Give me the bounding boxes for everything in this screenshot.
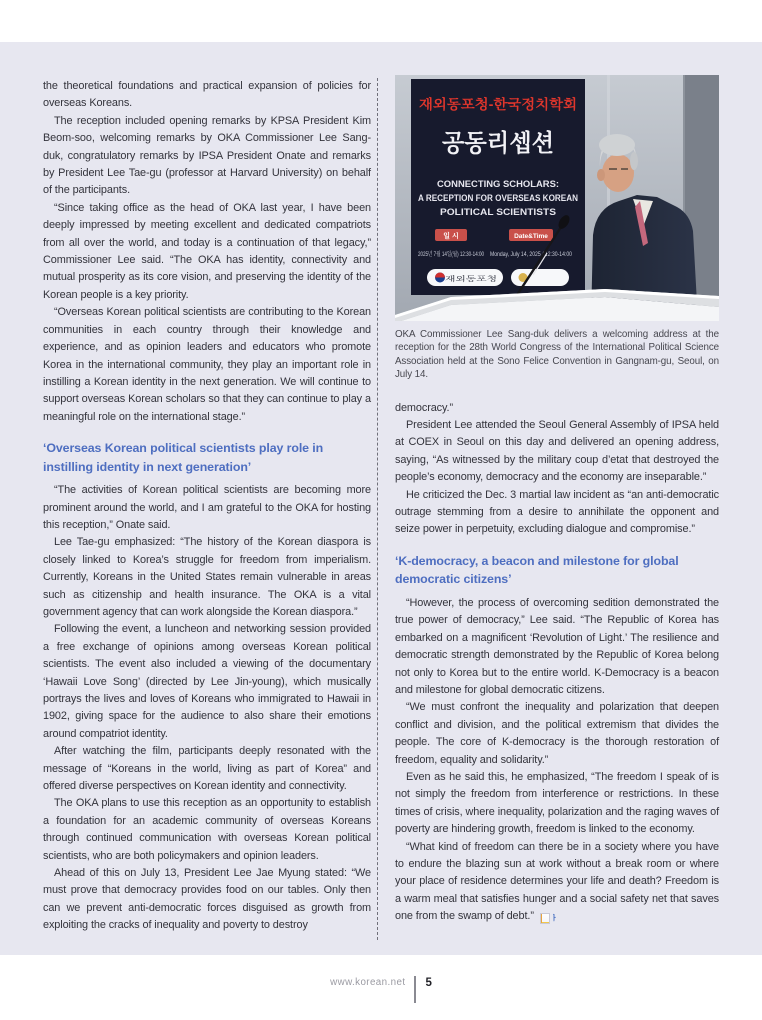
page-number: 5 <box>425 976 432 989</box>
organizer-logos <box>427 269 569 286</box>
banner-date-english: Monday, July 14, 2025 / 12:30-14:00 <box>490 252 573 258</box>
footer-divider <box>414 976 416 1003</box>
paragraph: Lee Tae-gu emphasized: “The history of the Korean diaspora is closely linked to Korea’s struggle for freedom from imperialism. Currently, Koreans in the United States remain vulnerable in areas such as citizenship and health insurance. The OKA is a vital government agency that can work alongside the Korean diaspora.” <box>43 536 371 618</box>
banner-badge-right: Date&Time <box>514 233 548 240</box>
right-column-text <box>395 400 719 926</box>
paragraph: Following the event, a luncheon and networking session provided a free exchange of opinions among overseas Korean political scientists. The event also included a viewing of the documentary ‘Hawaii Love Song’ (directed by Lee Jin-young), which musically portrays the lives and loves of Koreans who immigrated to Hawaii in 1902, giving space for the audience to also share their emotions around compatriot identity. <box>43 623 371 740</box>
banner-en-line1: CONNECTING SCHOLARS: <box>437 179 560 189</box>
site-url: www.korean.net <box>330 977 406 988</box>
banner-subtitle-korean: 공동리셉션 <box>442 130 558 157</box>
section-heading: ‘Overseas Korean political scientists play role in instilling identity in next generation’ <box>43 441 324 474</box>
paragraph: “Overseas Korean political scientists are contributing to the Korean communities in each country through their knowledge and experience, and as opinion leaders and educators who promote Korea in the international community, they play an important role in instilling a Korean identity in the next generation. We will continue to support overseas Korean scholars so that they can continue to play a meaningful role on the international stage.” <box>43 306 371 423</box>
paragraph: Even as he said this, he emphasized, “The freedom I speak of is not simply the freedom from interference or restrictions. In these times of crisis, where inequality, polarization and the raging waves of poverty are hindering growth, freedom is linked to the economy. <box>395 770 719 836</box>
column-divider <box>377 78 378 940</box>
banner-date-korean: 2025년 7월 14일(월) 12:30-14:00 <box>418 252 506 258</box>
event-banner <box>411 79 585 295</box>
paragraph: democracy.” <box>395 401 454 414</box>
paragraph: “However, the process of overcoming sedition demonstrated the true power of democracy,” Lee said. “The Republic of Korea has embarked on a magnificent ‘Revolution of Light.’ The resilience and democratic strength demonstrated by the Republic of Korea belong not only to Korea but to the entire world. K-Democracy is a beacon and milestone for global democratic citizens. <box>395 596 719 696</box>
logo-text-oka: 재외동포청 <box>445 276 479 283</box>
paragraph: President Lee attended the Seoul General Assembly of IPSA held at COEX in Seoul on this day and delivered an opening address, saying, “As witnessed by the military coup d’etat that destroyed the people’s economy, democracy and the economy are inseparable.” <box>395 419 719 484</box>
paragraph: He criticized the Dec. 3 martial law incident as “an anti-democratic outrage stemming from a desire to annihilate the opponent and seize power in perpetuity, excluding dialogue and compromise.” <box>395 488 719 536</box>
paragraph: Ahead of this on July 13, President Lee Jae Myung stated: “We must prove that democracy provides food on our tables. Only then can we prevent anti-democratic forces disguised as growth from exploiting the cracks of inequality and poverty to destroy <box>43 867 371 932</box>
paragraph: “The activities of Korean political scientists are becoming more prominent around the world, and I am grateful to the OKA for hosting this reception,” Onate said. <box>43 484 371 531</box>
reception-photo <box>395 75 719 321</box>
paragraph <box>395 839 719 926</box>
banner-en-line2: A RECEPTION FOR OVERSEAS KOREAN <box>418 193 578 203</box>
paragraph: “We must confront the inequality and polarization that deepen conflict and division, and the political extremism that divides the people. The core of K-democracy is the thorough restoration of freedom, equality and solidarity.” <box>395 701 719 766</box>
paragraph: After watching the film, participants deeply resonated with the message of “Koreans in the world, living as part of Korea” and offered diverse perspectives on Korean identity and connectivity. <box>43 745 371 793</box>
right-column <box>395 75 719 926</box>
section-heading: ‘K-democracy, a beacon and milestone for global democratic citizens’ <box>395 553 679 587</box>
paragraph: The OKA plans to use this reception as an opportunity to establish a foundation for an academic community of overseas Koreans through continued communication with overseas Korean political scientists, who are both policymakers and opinion leaders. <box>43 797 371 862</box>
paragraph: the theoretical foundations and practical expansion of policies for overseas Koreans. <box>43 80 371 110</box>
end-of-article-icon: ㅏ <box>540 913 550 924</box>
article-panel <box>0 42 762 955</box>
paragraph-text: “What kind of freedom can there be in a society where you have to endure the blazing sun at work without a break room or where your place of residence determines your life and death? Freedom is a warm meal that satisfies hunger and a social safety net that saves one from the swamp of debt.” <box>395 840 719 923</box>
page-footer <box>0 976 762 1003</box>
paragraph: The reception included opening remarks by KPSA President Kim Beom-soo, welcoming remarks by OKA Commissioner Lee Sang-duk, congratulatory remarks by IPSA President Onate and remarks by President Lee Tae-gu (professor at Harvard University) on behalf of the participants. <box>43 114 371 197</box>
left-column <box>43 78 371 935</box>
banner-title-korean: 재외동포청-한국정치학회 <box>419 97 567 112</box>
banner-en-line3: POLITICAL SCIENTISTS <box>440 207 556 217</box>
paragraph: “Since taking office as the head of OKA last year, I have been deeply impressed by meeting excellent and dedicated compatriots from all over the world, and today is a continuation of that legacy,” Commissioner Lee said. “The OKA has identity, connectivity and mutual prosperity as its core vision, and preserving the identity of the Korean people is a key priority. <box>43 201 371 301</box>
banner-badge-left: 일 시 <box>443 233 459 240</box>
photo-caption: OKA Commissioner Lee Sang-duk delivers a welcoming address at the reception for the 28th World Congress of the International Political Science Association held at the Sono Felice Convention in Gangnam-gu, Seoul, on July 14. <box>395 329 719 381</box>
